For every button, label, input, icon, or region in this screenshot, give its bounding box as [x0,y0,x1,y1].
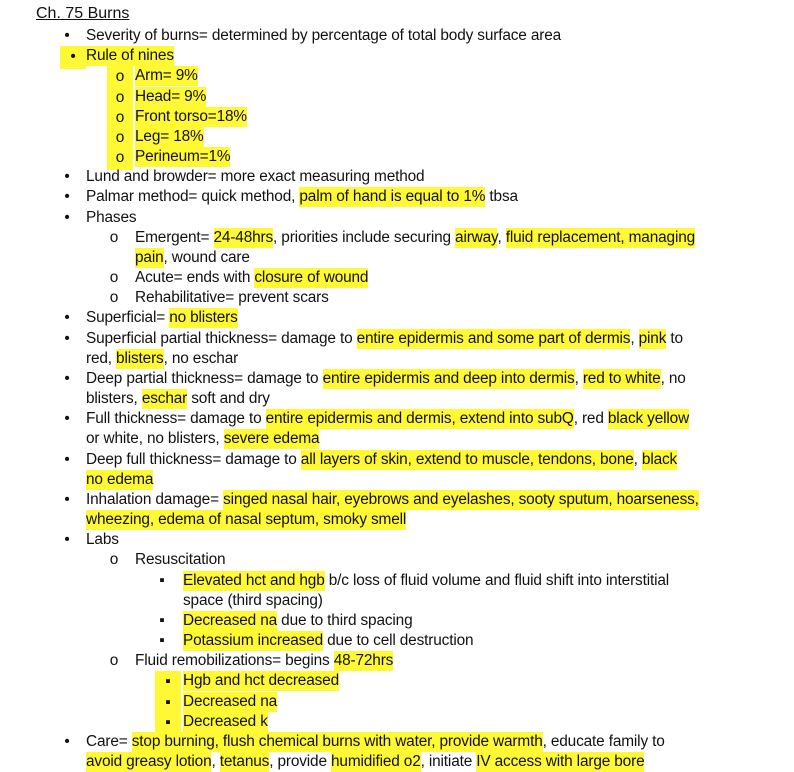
list-item-continuation [0,470,794,490]
item-text [86,429,319,449]
text-segment: , red [573,410,608,428]
item-text [135,127,204,147]
square-bullet-icon: ▪ [159,632,165,650]
hollow-bullet-icon: o [107,107,133,130]
square-bullet-icon: ▪ [159,571,165,589]
highlighted-text: stop burning, flush chemical burns with water, provide warmth [131,732,543,750]
item-text [183,571,669,591]
text-segment: , no [660,369,686,387]
item-text [86,329,683,349]
item-text [86,46,174,66]
bullet-icon: • [64,309,70,327]
item-text [86,752,644,772]
text-segment: , [211,753,220,771]
bullet-icon: • [64,208,70,226]
item-text [183,712,268,732]
item-text [135,66,198,86]
highlighted-text: pink [638,329,667,347]
list-item [0,147,794,167]
highlighted-text: avoid greasy lotion [86,753,212,771]
text-segment: space (third spacing) [183,591,323,609]
bullet-icon: • [64,490,70,508]
list-item-continuation [0,510,794,530]
highlighted-text: Decreased k [183,712,268,730]
list-item [0,450,794,470]
text-segment: Inhalation damage= [86,490,224,508]
list-item [0,611,794,631]
bullet-icon: • [64,27,70,44]
highlighted-text: Rule of nines [86,47,174,65]
text-segment: , [633,450,642,468]
item-text [135,248,250,268]
item-text [183,671,339,691]
item-text [86,389,270,409]
item-text [86,167,424,187]
highlighted-text: palm of hand is equal to 1% [299,188,486,206]
highlighted-text: severe edema [223,430,320,448]
item-text [86,409,689,429]
bullet-icon: • [64,450,70,468]
highlighted-text: entire epidermis and deep into dermis [322,369,575,387]
list-item [0,66,794,86]
item-text [86,732,665,752]
list-item [0,288,794,308]
highlighted-text: Arm= 9% [135,67,198,85]
text-segment: Fluid remobilizations= begins [135,652,334,670]
item-text [86,208,136,228]
item-text [86,369,686,389]
highlighted-text: Head= 9% [135,87,207,105]
text-segment: , [497,228,506,246]
hollow-bullet-icon: o [107,66,133,89]
bullet-icon: • [64,732,70,750]
square-bullet-icon: ▪ [159,611,165,629]
text-segment: , educate family to [542,732,665,750]
list-item [0,26,794,46]
list-item [0,409,794,429]
list-item [0,208,794,228]
text-segment: , wound care [163,248,250,266]
list-item [0,308,794,328]
highlighted-text: red to white [582,369,661,387]
text-segment: Superficial partial thickness= damage to [86,329,357,347]
highlighted-text: black [641,450,678,468]
item-text [86,26,561,46]
highlighted-text: Decreased na [183,692,278,710]
list-item-continuation [0,429,794,449]
text-segment: , [574,369,583,387]
item-text [135,228,695,248]
text-segment: Resuscitation [135,551,226,569]
list-item-continuation [0,591,794,611]
item-text [183,631,473,651]
text-segment: Severity of burns= determined by percentage of total body surface area [86,27,562,44]
item-text [135,107,247,127]
item-text [183,692,277,712]
highlighted-text: closure of wound [254,269,369,287]
bullet-icon: • [64,168,70,186]
item-text [135,147,230,167]
bullet-icon: • [64,410,70,428]
highlighted-text: all layers of skin, extend to muscle, tendons, bone [300,450,634,468]
item-text [183,611,413,631]
highlighted-text: Leg= 18% [135,127,204,145]
list-item [0,550,794,570]
highlighted-text: Hgb and hct decreased [183,672,339,690]
item-text [86,450,677,470]
text-segment: Palmar method= quick method, [86,188,300,206]
bullet-icon: • [64,188,70,206]
highlighted-text: 48-72hrs [333,652,394,670]
highlighted-text: Front torso=18% [135,107,247,125]
highlighted-text: Perineum=1% [135,148,231,166]
item-text [135,288,329,308]
list-item [0,530,794,550]
list-item [0,692,794,712]
list-item [0,167,794,187]
list-item [0,631,794,651]
text-segment: Lund and browder= more exact measuring method [86,168,425,186]
highlighted-text: blisters [116,349,164,367]
text-segment: Emergent= [135,228,214,246]
hollow-bullet-icon: o [107,147,133,170]
text-segment: due to cell destruction [323,632,474,650]
text-segment: b/c loss of fluid volume and fluid shift into interstitial [324,571,670,589]
text-segment: , no eschar [163,349,239,367]
text-segment: tbsa [485,188,518,206]
text-segment: , [630,329,639,347]
item-text [135,651,393,671]
list-item [0,712,794,732]
highlighted-text: entire epidermis and dermis, extend into subQ [265,410,574,428]
list-item [0,732,794,752]
text-segment: Deep partial thickness= damage to [86,369,323,387]
highlighted-text: fluid replacement, managing [505,228,696,246]
list-item [0,671,794,691]
text-segment: Superficial= [86,309,170,327]
item-text [86,490,699,510]
item-text [86,308,238,328]
hollow-bullet-icon: o [109,551,119,569]
hollow-bullet-icon: o [109,269,119,287]
highlighted-text: eschar [141,390,188,408]
text-segment: to [666,329,683,347]
item-text [86,470,153,490]
item-text [135,87,206,107]
hollow-bullet-icon: o [109,652,119,670]
highlighted-text: Potassium increased [183,632,324,650]
highlighted-text: Decreased na [183,611,278,629]
highlighted-text: tetanus [219,753,270,771]
text-segment: Phases [86,208,137,226]
text-segment: Labs [86,531,119,549]
text-segment: due to third spacing [277,611,413,629]
item-text [86,349,238,369]
text-segment: Care= [86,732,132,750]
item-text [135,550,225,570]
text-segment: soft and dry [187,390,270,408]
bullet-icon: • [60,46,86,69]
highlighted-text: no edema [86,470,154,488]
item-text [86,530,119,550]
item-text [86,187,518,207]
hollow-bullet-icon: o [109,289,119,307]
highlighted-text: 24-48hrs [213,228,274,246]
item-text [135,268,368,288]
text-segment: red, [86,349,117,367]
list-item [0,107,794,127]
text-segment: blisters, [86,390,142,408]
list-item [0,46,794,66]
bullet-icon: • [64,329,70,347]
list-item [0,228,794,248]
square-bullet-icon: ▪ [155,671,181,694]
highlighted-text: entire epidermis and some part of dermis [356,329,631,347]
text-segment: Rehabilitative= prevent scars [135,289,329,307]
text-segment: , provide [269,753,331,771]
list-item-continuation [0,248,794,268]
list-item [0,571,794,591]
list-item [0,369,794,389]
list-item [0,268,794,288]
list-item [0,651,794,671]
item-text [183,591,323,611]
list-item [0,187,794,207]
highlighted-text: black yellow [607,410,690,428]
section-title: Ch. 75 Burns [36,5,130,22]
highlighted-text: singed nasal hair, eyebrows and eyelashes, sooty sputum, hoarseness, [223,490,699,508]
square-bullet-icon: ▪ [155,712,181,735]
highlighted-text: wheezing, edema of nasal septum, smoky smell [86,511,407,529]
text-segment: Full thickness= damage to [86,410,266,428]
list-item [0,329,794,349]
highlighted-text: no blisters [169,309,238,327]
text-segment: , initiate [420,753,477,771]
list-item [0,127,794,147]
bullet-icon: • [64,369,70,387]
list-item [0,87,794,107]
list-item [0,490,794,510]
text-segment: , priorities include securing [273,228,456,246]
bullet-icon: • [64,531,70,549]
highlighted-text: IV access with large bore [476,753,645,771]
list-item-continuation [0,389,794,409]
highlighted-text: airway [455,228,498,246]
highlighted-text: pain [135,248,164,266]
list-item-continuation [0,752,794,772]
text-segment: Acute= ends with [135,269,255,287]
text-segment: Deep full thickness= damage to [86,450,301,468]
list-item-continuation [0,349,794,369]
square-bullet-icon: ▪ [155,692,181,715]
hollow-bullet-icon: o [107,127,133,150]
hollow-bullet-icon: o [107,87,133,110]
hollow-bullet-icon: o [109,228,119,246]
highlighted-text: humidified o2 [331,753,421,771]
highlighted-text: Elevated hct and hgb [183,571,325,589]
item-text [86,510,406,530]
text-segment: or white, no blisters, [86,430,224,448]
